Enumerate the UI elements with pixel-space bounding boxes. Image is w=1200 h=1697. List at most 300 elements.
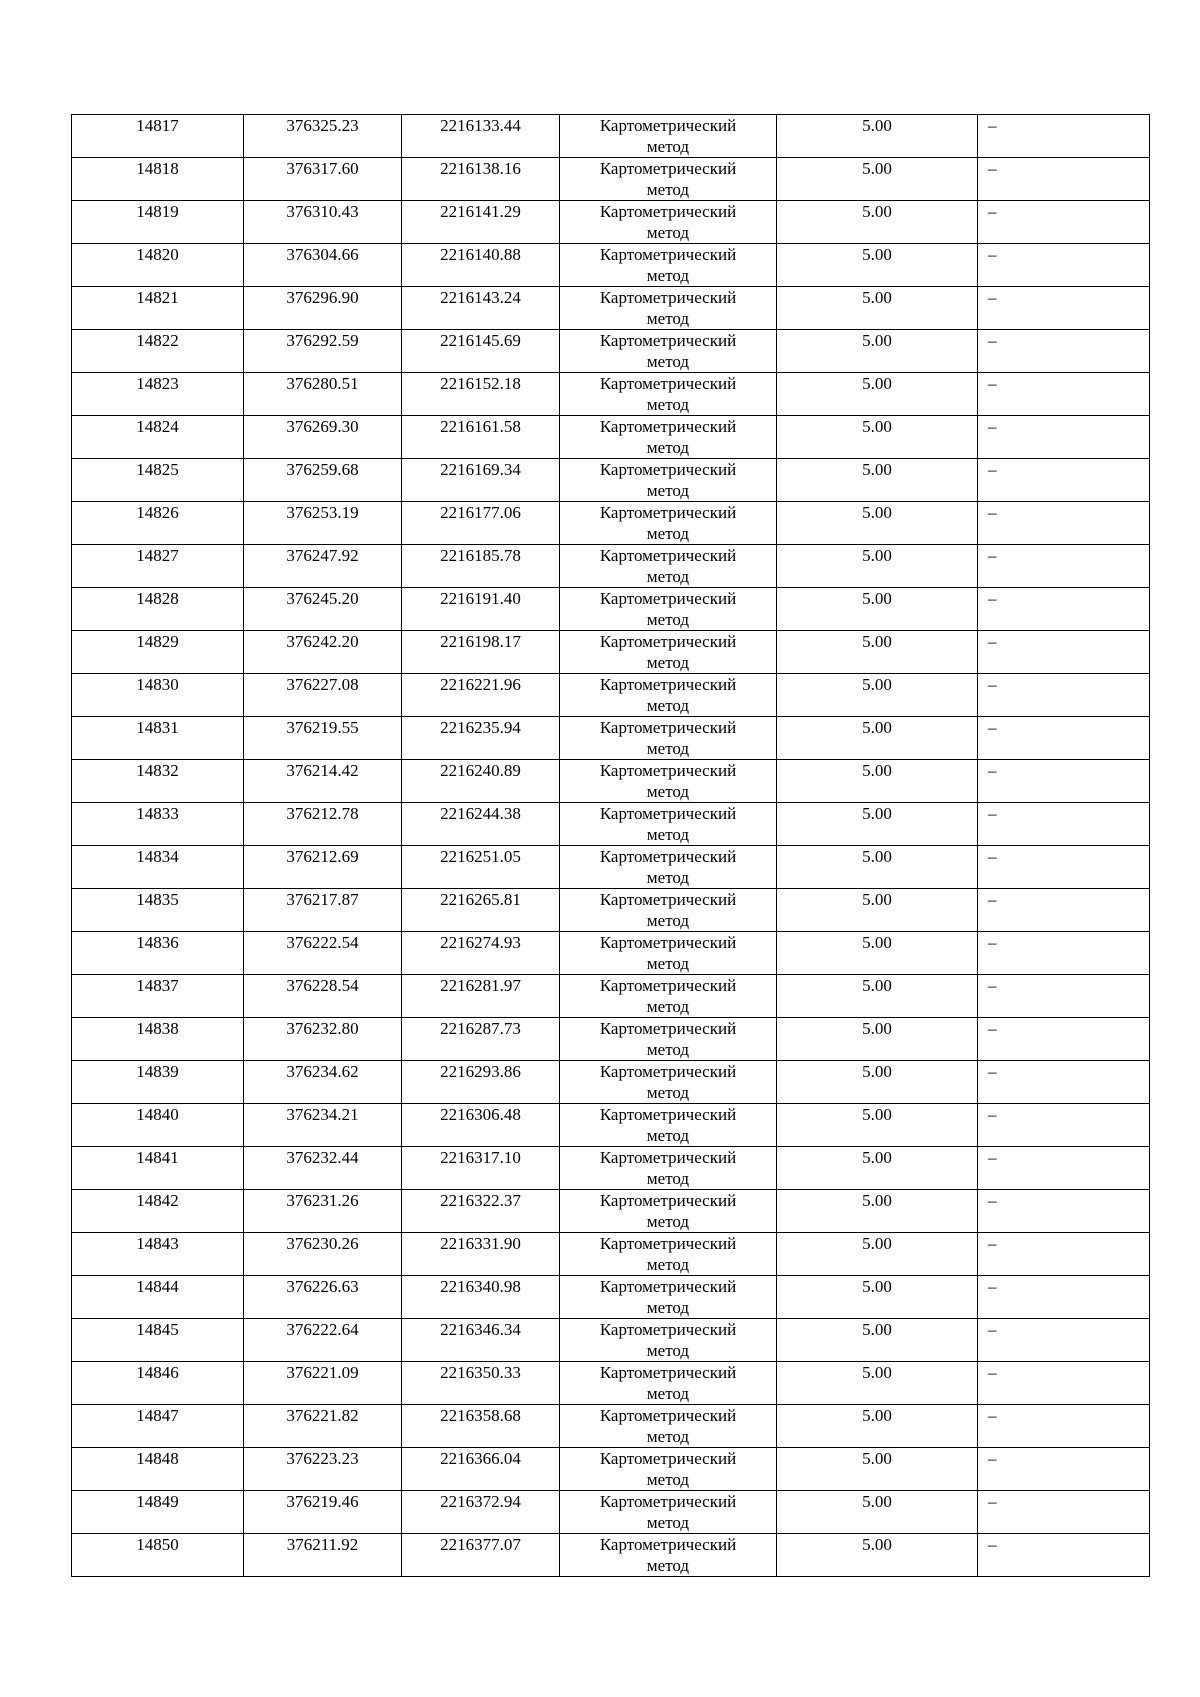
method-text-line1: Картометрический [599, 1277, 737, 1296]
table-row [72, 846, 1150, 889]
method-text-line1: Картометрический [599, 1105, 737, 1124]
y-coordinate-cell: 2216251.05 [402, 846, 560, 889]
point-number-cell: 14825 [72, 459, 244, 502]
point-number-cell: 14824 [72, 416, 244, 459]
method-text-line2: метод [646, 1470, 690, 1489]
accuracy-cell: 5.00 [777, 846, 978, 889]
table-row [72, 1147, 1150, 1190]
note-cell: – [978, 1448, 1150, 1491]
table-row [72, 588, 1150, 631]
method-text-line2: метод [646, 1083, 690, 1102]
method-text-line2: метод [646, 997, 690, 1016]
x-coordinate-cell: 376253.19 [244, 502, 402, 545]
x-coordinate-cell: 376212.69 [244, 846, 402, 889]
method-text-line2: метод [646, 180, 690, 199]
x-coordinate-cell: 376269.30 [244, 416, 402, 459]
x-coordinate-cell: 376317.60 [244, 158, 402, 201]
method-text-line1: Картометрический [599, 116, 737, 135]
x-coordinate-cell: 376245.20 [244, 588, 402, 631]
method-text-line2: метод [646, 610, 690, 629]
method-text-line1: Картометрический [599, 1492, 737, 1511]
x-coordinate-cell: 376242.20 [244, 631, 402, 674]
table-row [72, 1362, 1150, 1405]
accuracy-cell: 5.00 [777, 588, 978, 631]
y-coordinate-cell: 2216346.34 [402, 1319, 560, 1362]
method-text-line1: Картометрический [599, 374, 737, 393]
accuracy-cell: 5.00 [777, 330, 978, 373]
point-number-cell: 14820 [72, 244, 244, 287]
y-coordinate-cell: 2216133.44 [402, 115, 560, 158]
accuracy-cell: 5.00 [777, 1448, 978, 1491]
method-cell [560, 287, 777, 330]
method-cell [560, 1061, 777, 1104]
x-coordinate-cell: 376212.78 [244, 803, 402, 846]
table-row [72, 1319, 1150, 1362]
accuracy-cell: 5.00 [777, 1190, 978, 1233]
x-coordinate-cell: 376223.23 [244, 1448, 402, 1491]
table-row [72, 1448, 1150, 1491]
note-cell: – [978, 201, 1150, 244]
point-number-cell: 14840 [72, 1104, 244, 1147]
point-number-cell: 14850 [72, 1534, 244, 1577]
note-cell: – [978, 1233, 1150, 1276]
table-row [72, 1104, 1150, 1147]
note-cell: – [978, 1319, 1150, 1362]
method-cell [560, 545, 777, 588]
accuracy-cell: 5.00 [777, 1276, 978, 1319]
method-text-line2: метод [646, 1040, 690, 1059]
accuracy-cell: 5.00 [777, 287, 978, 330]
accuracy-cell: 5.00 [777, 803, 978, 846]
note-cell: – [978, 502, 1150, 545]
y-coordinate-cell: 2216350.33 [402, 1362, 560, 1405]
accuracy-cell: 5.00 [777, 717, 978, 760]
x-coordinate-cell: 376226.63 [244, 1276, 402, 1319]
method-text-line1: Картометрический [599, 202, 737, 221]
point-number-cell: 14821 [72, 287, 244, 330]
method-text-line1: Картометрический [599, 976, 737, 995]
note-cell: – [978, 1018, 1150, 1061]
point-number-cell: 14823 [72, 373, 244, 416]
y-coordinate-cell: 2216240.89 [402, 760, 560, 803]
method-text-line1: Картометрический [599, 1148, 737, 1167]
method-text-line1: Картометрический [599, 417, 737, 436]
method-text-line1: Картометрический [599, 632, 737, 651]
method-cell [560, 1534, 777, 1577]
table-row [72, 717, 1150, 760]
point-number-cell: 14837 [72, 975, 244, 1018]
accuracy-cell: 5.00 [777, 416, 978, 459]
table-row [72, 1491, 1150, 1534]
method-text-line2: метод [646, 1384, 690, 1403]
x-coordinate-cell: 376222.64 [244, 1319, 402, 1362]
accuracy-cell: 5.00 [777, 932, 978, 975]
table-row [72, 1190, 1150, 1233]
point-number-cell: 14847 [72, 1405, 244, 1448]
y-coordinate-cell: 2216185.78 [402, 545, 560, 588]
method-cell [560, 717, 777, 760]
note-cell: – [978, 674, 1150, 717]
method-text-line1: Картометрический [599, 1535, 737, 1554]
method-text-line2: метод [646, 1126, 690, 1145]
table-row [72, 545, 1150, 588]
point-number-cell: 14828 [72, 588, 244, 631]
accuracy-cell: 5.00 [777, 201, 978, 244]
table-row [72, 416, 1150, 459]
method-cell [560, 1018, 777, 1061]
x-coordinate-cell: 376219.55 [244, 717, 402, 760]
method-text-line1: Картометрический [599, 847, 737, 866]
method-text-line2: метод [646, 954, 690, 973]
point-number-cell: 14832 [72, 760, 244, 803]
accuracy-cell: 5.00 [777, 115, 978, 158]
accuracy-cell: 5.00 [777, 1147, 978, 1190]
accuracy-cell: 5.00 [777, 459, 978, 502]
accuracy-cell: 5.00 [777, 889, 978, 932]
accuracy-cell: 5.00 [777, 1061, 978, 1104]
method-cell [560, 588, 777, 631]
y-coordinate-cell: 2216169.34 [402, 459, 560, 502]
note-cell: – [978, 588, 1150, 631]
accuracy-cell: 5.00 [777, 373, 978, 416]
accuracy-cell: 5.00 [777, 1491, 978, 1534]
point-number-cell: 14817 [72, 115, 244, 158]
table-row [72, 330, 1150, 373]
method-text-line1: Картометрический [599, 804, 737, 823]
note-cell: – [978, 1491, 1150, 1534]
accuracy-cell: 5.00 [777, 502, 978, 545]
y-coordinate-cell: 2216377.07 [402, 1534, 560, 1577]
x-coordinate-cell: 376234.62 [244, 1061, 402, 1104]
y-coordinate-cell: 2216317.10 [402, 1147, 560, 1190]
method-text-line1: Картометрический [599, 1234, 737, 1253]
method-text-line1: Картометрический [599, 1449, 737, 1468]
note-cell: – [978, 932, 1150, 975]
note-cell: – [978, 846, 1150, 889]
y-coordinate-cell: 2216358.68 [402, 1405, 560, 1448]
note-cell: – [978, 115, 1150, 158]
table-row [72, 1534, 1150, 1577]
method-text-line2: метод [646, 1341, 690, 1360]
method-text-line2: метод [646, 137, 690, 156]
method-cell [560, 846, 777, 889]
point-number-cell: 14830 [72, 674, 244, 717]
y-coordinate-cell: 2216161.58 [402, 416, 560, 459]
accuracy-cell: 5.00 [777, 1405, 978, 1448]
x-coordinate-cell: 376217.87 [244, 889, 402, 932]
method-text-line2: метод [646, 1513, 690, 1532]
x-coordinate-cell: 376304.66 [244, 244, 402, 287]
method-text-line2: метод [646, 266, 690, 285]
point-number-cell: 14831 [72, 717, 244, 760]
method-text-line2: метод [646, 825, 690, 844]
method-text-line1: Картометрический [599, 589, 737, 608]
x-coordinate-cell: 376247.92 [244, 545, 402, 588]
method-text-line1: Картометрический [599, 890, 737, 909]
y-coordinate-cell: 2216281.97 [402, 975, 560, 1018]
method-text-line1: Картометрический [599, 245, 737, 264]
point-number-cell: 14829 [72, 631, 244, 674]
method-text-line2: метод [646, 524, 690, 543]
table-row [72, 287, 1150, 330]
x-coordinate-cell: 376234.21 [244, 1104, 402, 1147]
accuracy-cell: 5.00 [777, 1104, 978, 1147]
note-cell: – [978, 1405, 1150, 1448]
accuracy-cell: 5.00 [777, 158, 978, 201]
method-text-line2: метод [646, 1169, 690, 1188]
y-coordinate-cell: 2216177.06 [402, 502, 560, 545]
method-text-line2: метод [646, 653, 690, 672]
point-number-cell: 14843 [72, 1233, 244, 1276]
method-cell [560, 1147, 777, 1190]
method-cell [560, 115, 777, 158]
table-row [72, 373, 1150, 416]
accuracy-cell: 5.00 [777, 975, 978, 1018]
y-coordinate-cell: 2216140.88 [402, 244, 560, 287]
note-cell: – [978, 459, 1150, 502]
x-coordinate-cell: 376222.54 [244, 932, 402, 975]
table-row [72, 803, 1150, 846]
note-cell: – [978, 631, 1150, 674]
method-cell [560, 201, 777, 244]
table-row [72, 674, 1150, 717]
note-cell: – [978, 1190, 1150, 1233]
method-cell [560, 459, 777, 502]
method-cell [560, 1405, 777, 1448]
accuracy-cell: 5.00 [777, 1534, 978, 1577]
point-number-cell: 14827 [72, 545, 244, 588]
point-number-cell: 14818 [72, 158, 244, 201]
x-coordinate-cell: 376221.82 [244, 1405, 402, 1448]
accuracy-cell: 5.00 [777, 1362, 978, 1405]
x-coordinate-cell: 376214.42 [244, 760, 402, 803]
method-cell [560, 1190, 777, 1233]
x-coordinate-cell: 376231.26 [244, 1190, 402, 1233]
method-cell [560, 889, 777, 932]
x-coordinate-cell: 376292.59 [244, 330, 402, 373]
table-row [72, 1276, 1150, 1319]
method-text-line1: Картометрический [599, 503, 737, 522]
method-text-line2: метод [646, 739, 690, 758]
note-cell: – [978, 717, 1150, 760]
y-coordinate-cell: 2216340.98 [402, 1276, 560, 1319]
method-cell [560, 158, 777, 201]
coordinates-table [71, 114, 1150, 1577]
accuracy-cell: 5.00 [777, 1018, 978, 1061]
method-text-line1: Картометрический [599, 1019, 737, 1038]
method-cell [560, 932, 777, 975]
table-row [72, 158, 1150, 201]
table-row [72, 1405, 1150, 1448]
method-cell [560, 416, 777, 459]
table-row [72, 244, 1150, 287]
table-row [72, 1061, 1150, 1104]
method-text-line1: Картометрический [599, 1363, 737, 1382]
accuracy-cell: 5.00 [777, 760, 978, 803]
note-cell: – [978, 1147, 1150, 1190]
note-cell: – [978, 803, 1150, 846]
method-text-line1: Картометрический [599, 546, 737, 565]
accuracy-cell: 5.00 [777, 1319, 978, 1362]
point-number-cell: 14848 [72, 1448, 244, 1491]
method-text-line1: Картометрический [599, 288, 737, 307]
y-coordinate-cell: 2216287.73 [402, 1018, 560, 1061]
y-coordinate-cell: 2216145.69 [402, 330, 560, 373]
point-number-cell: 14819 [72, 201, 244, 244]
point-number-cell: 14839 [72, 1061, 244, 1104]
point-number-cell: 14833 [72, 803, 244, 846]
method-text-line2: метод [646, 395, 690, 414]
method-text-line1: Картометрический [599, 331, 737, 350]
table-row [72, 932, 1150, 975]
method-text-line2: метод [646, 438, 690, 457]
note-cell: – [978, 1534, 1150, 1577]
accuracy-cell: 5.00 [777, 1233, 978, 1276]
y-coordinate-cell: 2216293.86 [402, 1061, 560, 1104]
y-coordinate-cell: 2216235.94 [402, 717, 560, 760]
note-cell: – [978, 244, 1150, 287]
x-coordinate-cell: 376230.26 [244, 1233, 402, 1276]
x-coordinate-cell: 376259.68 [244, 459, 402, 502]
y-coordinate-cell: 2216143.24 [402, 287, 560, 330]
y-coordinate-cell: 2216152.18 [402, 373, 560, 416]
method-text-line1: Картометрический [599, 718, 737, 737]
accuracy-cell: 5.00 [777, 244, 978, 287]
method-text-line2: метод [646, 1298, 690, 1317]
point-number-cell: 14826 [72, 502, 244, 545]
note-cell: – [978, 760, 1150, 803]
note-cell: – [978, 889, 1150, 932]
point-number-cell: 14841 [72, 1147, 244, 1190]
method-text-line1: Картометрический [599, 1406, 737, 1425]
accuracy-cell: 5.00 [777, 631, 978, 674]
note-cell: – [978, 1104, 1150, 1147]
method-cell [560, 803, 777, 846]
point-number-cell: 14844 [72, 1276, 244, 1319]
y-coordinate-cell: 2216372.94 [402, 1491, 560, 1534]
method-cell [560, 502, 777, 545]
y-coordinate-cell: 2216274.93 [402, 932, 560, 975]
note-cell: – [978, 975, 1150, 1018]
point-number-cell: 14846 [72, 1362, 244, 1405]
accuracy-cell: 5.00 [777, 545, 978, 588]
method-text-line2: метод [646, 223, 690, 242]
method-cell [560, 674, 777, 717]
table-row [72, 889, 1150, 932]
point-number-cell: 14822 [72, 330, 244, 373]
note-cell: – [978, 416, 1150, 459]
method-text-line2: метод [646, 1212, 690, 1231]
method-text-line1: Картометрический [599, 675, 737, 694]
x-coordinate-cell: 376227.08 [244, 674, 402, 717]
x-coordinate-cell: 376211.92 [244, 1534, 402, 1577]
method-cell [560, 244, 777, 287]
method-cell [560, 1362, 777, 1405]
y-coordinate-cell: 2216322.37 [402, 1190, 560, 1233]
note-cell: – [978, 373, 1150, 416]
table-row [72, 201, 1150, 244]
point-number-cell: 14836 [72, 932, 244, 975]
note-cell: – [978, 1362, 1150, 1405]
method-text-line2: метод [646, 1255, 690, 1274]
method-text-line1: Картометрический [599, 1062, 737, 1081]
method-text-line2: метод [646, 352, 690, 371]
table-row [72, 760, 1150, 803]
method-text-line1: Картометрический [599, 761, 737, 780]
table-row [72, 115, 1150, 158]
table-row [72, 459, 1150, 502]
method-text-line1: Картометрический [599, 159, 737, 178]
table-row [72, 502, 1150, 545]
y-coordinate-cell: 2216244.38 [402, 803, 560, 846]
note-cell: – [978, 545, 1150, 588]
method-text-line2: метод [646, 1427, 690, 1446]
method-cell [560, 760, 777, 803]
method-cell [560, 1491, 777, 1534]
y-coordinate-cell: 2216141.29 [402, 201, 560, 244]
note-cell: – [978, 330, 1150, 373]
method-cell [560, 1448, 777, 1491]
method-text-line2: метод [646, 868, 690, 887]
y-coordinate-cell: 2216191.40 [402, 588, 560, 631]
method-text-line2: метод [646, 481, 690, 500]
method-text-line1: Картометрический [599, 1320, 737, 1339]
y-coordinate-cell: 2216366.04 [402, 1448, 560, 1491]
method-text-line1: Картометрический [599, 460, 737, 479]
note-cell: – [978, 287, 1150, 330]
y-coordinate-cell: 2216265.81 [402, 889, 560, 932]
point-number-cell: 14835 [72, 889, 244, 932]
point-number-cell: 14849 [72, 1491, 244, 1534]
method-text-line2: метод [646, 309, 690, 328]
point-number-cell: 14845 [72, 1319, 244, 1362]
point-number-cell: 14842 [72, 1190, 244, 1233]
method-text-line1: Картометрический [599, 933, 737, 952]
y-coordinate-cell: 2216221.96 [402, 674, 560, 717]
method-cell [560, 373, 777, 416]
method-cell [560, 330, 777, 373]
method-cell [560, 1319, 777, 1362]
x-coordinate-cell: 376221.09 [244, 1362, 402, 1405]
y-coordinate-cell: 2216198.17 [402, 631, 560, 674]
method-text-line2: метод [646, 782, 690, 801]
note-cell: – [978, 1061, 1150, 1104]
y-coordinate-cell: 2216138.16 [402, 158, 560, 201]
point-number-cell: 14838 [72, 1018, 244, 1061]
table-row [72, 1018, 1150, 1061]
x-coordinate-cell: 376219.46 [244, 1491, 402, 1534]
method-cell [560, 1104, 777, 1147]
table-row [72, 1233, 1150, 1276]
method-cell [560, 1233, 777, 1276]
note-cell: – [978, 1276, 1150, 1319]
method-cell [560, 975, 777, 1018]
x-coordinate-cell: 376228.54 [244, 975, 402, 1018]
method-cell [560, 1276, 777, 1319]
accuracy-cell: 5.00 [777, 674, 978, 717]
method-text-line1: Картометрический [599, 1191, 737, 1210]
method-text-line2: метод [646, 911, 690, 930]
note-cell: – [978, 158, 1150, 201]
method-text-line2: метод [646, 696, 690, 715]
table-body [72, 115, 1150, 1577]
y-coordinate-cell: 2216306.48 [402, 1104, 560, 1147]
method-cell [560, 631, 777, 674]
table-row [72, 975, 1150, 1018]
x-coordinate-cell: 376325.23 [244, 115, 402, 158]
x-coordinate-cell: 376232.80 [244, 1018, 402, 1061]
method-text-line2: метод [646, 567, 690, 586]
